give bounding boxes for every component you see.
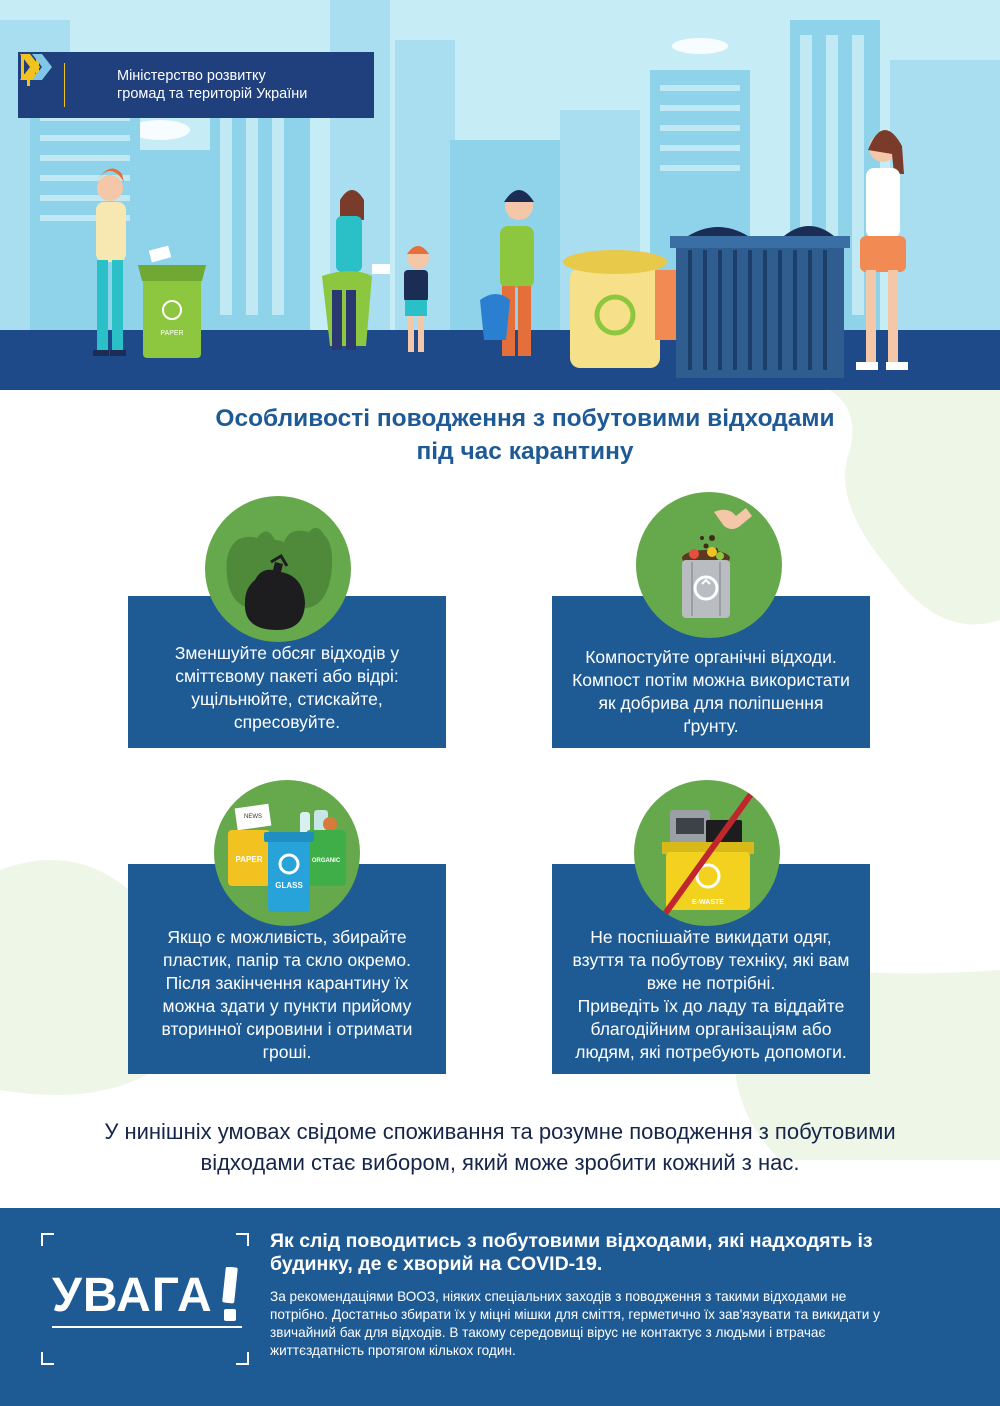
summary-line1: У нинішніх умовах свідоме споживання та розумне поводження з побутовими (104, 1119, 896, 1144)
no-ewaste-icon (634, 780, 780, 926)
svg-text:PAPER: PAPER (235, 855, 263, 864)
exclamation-icon (219, 1267, 241, 1323)
ministry-name (113, 67, 307, 103)
garbage-bags-icon (205, 496, 351, 642)
tip-card-text: Зменшуйте обсяг відходів у сміттєвому пакеті або відрі: ущільнюйте, стискайте, спресовуйте. (174, 643, 400, 732)
tip-card-text: Компостуйте органічні відходи. Компост потім можна використати як добрива для поліпшення ґрунту. (572, 647, 850, 736)
compost-bin-icon (636, 492, 782, 638)
ministry-logo (18, 52, 374, 118)
svg-text:ORGANIC: ORGANIC (311, 858, 341, 864)
ministry-name-line2: громад та територій України (117, 86, 308, 102)
svg-text:PAPER: PAPER (160, 330, 184, 337)
page-title (100, 402, 950, 468)
warning-title (270, 1230, 970, 1276)
page-title-line2: під час карантину (416, 438, 634, 465)
warning-title-line2: будинку, де є хворий на COVID-19. (270, 1253, 603, 1275)
tip-card-text: Не поспішайте викидати одяг, взуття та побутову техніку, які вам вже не потрібні. Приведіть їх до ладу та віддайте благодійним організаціям або людям, які потребують допомоги. (572, 927, 850, 1062)
dumpster-icon (670, 226, 850, 378)
page-title-line1: Особливості поводження з побутовими відходами (215, 405, 835, 432)
summary-text (40, 1116, 960, 1178)
warning-badge (52, 1264, 241, 1326)
sorting-bins-icon (214, 780, 360, 926)
warning-underline (52, 1326, 242, 1330)
ministry-name-line1: Міністерство розвитку (117, 68, 266, 84)
warning-title-line1: Як слід поводитись з побутовими відходами, які надходять із (270, 1230, 873, 1252)
warning-body: За рекомендаціями ВООЗ, ніяких спеціальних заходів з поводження з такими відходами не потрібно. Достатньо збирати їх у міцні мішки для сміття, герметично їх зав'язувати та викидати у звичайний бак для відходів. В такому середовищі вірус не контактує з людьми і втрачає життєздатність протягом кількох годин. (270, 1289, 880, 1358)
warning-badge-text: УВАГА (52, 1268, 213, 1322)
chevron-logo-icon (65, 52, 113, 118)
tip-card-text: Якщо є можливість, збирайте пластик, папір та скло окремо. Після закінчення карантину їх можна здати у пункти прийому вторинної сировини і отримати гроші. (161, 927, 413, 1062)
svg-text:GLASS: GLASS (275, 881, 303, 890)
hero-illustration (0, 0, 1000, 390)
svg-text:NEWS: NEWS (244, 814, 262, 820)
summary-line2: відходами стає вибором, який може зробити кожний з нас. (200, 1150, 800, 1175)
yellow-bin-icon (563, 250, 667, 368)
svg-text:E-WASTE: E-WASTE (692, 899, 724, 906)
